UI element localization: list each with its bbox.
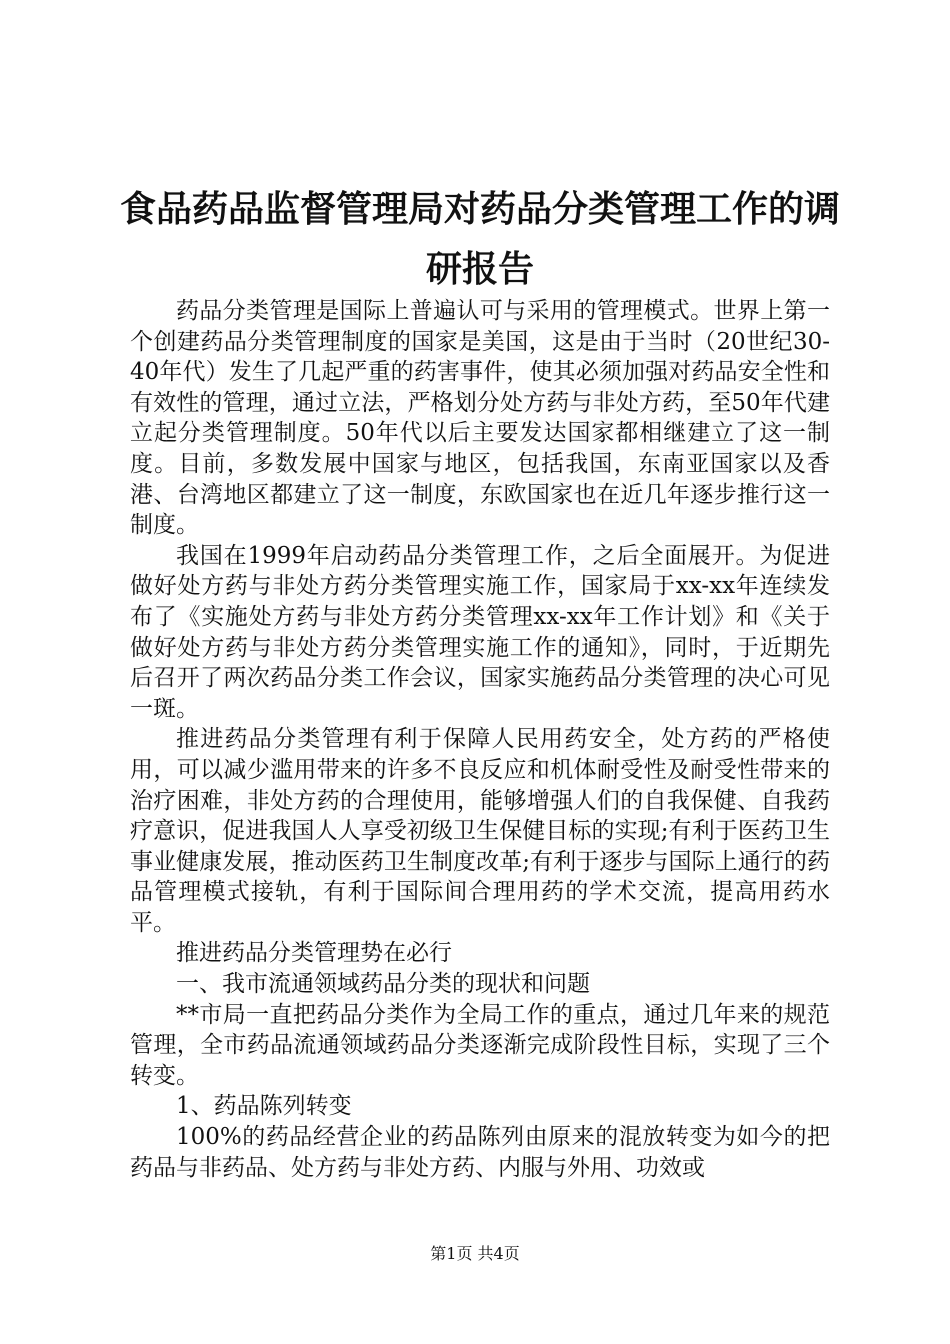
body-paragraph: 我国在1999年启动药品分类管理工作，之后全面展开。为促进做好处方药与非处方药分类管理实施工作，国家局于xx-xx年连续发布了《实施处方药与非处方药分类管理xx-xx年工作计划》和《关于做好处方药与非处方药分类管理实施工作的通知》，同时，于近期先后召开了两次药品分类工作会议，国家实施药品分类管理的决心可见一斑。	[130, 542, 830, 722]
section-heading: 推进药品分类管理势在必行	[176, 940, 452, 967]
subsection-heading: 1、药品陈列转变	[176, 1093, 352, 1120]
section-heading: 一、我市流通领域药品分类的现状和问题	[176, 971, 590, 998]
page-footer: 第1页 共4页	[430, 1244, 520, 1263]
body-paragraph: 推进药品分类管理有利于保障人民用药安全，处方药的严格使用，可以减少滥用带来的许多不良反应和机体耐受性及耐受性带来的治疗困难，非处方药的合理使用，能够增强人们的自我保健、自我药疗意识，促进我国人人享受初级卫生保健目标的实现;有利于医药卫生事业健康发展，推动医药卫生制度改革;有利于逐步与国际上通行的药品管理模式接轨，有利于国际间合理用药的学术交流，提高用药水平。	[130, 726, 830, 936]
body-paragraph: 药品分类管理是国际上普遍认可与采用的管理模式。世界上第一个创建药品分类管理制度的国家是美国，这是由于当时（20世纪30-40年代）发生了几起严重的药害事件，使其必须加强对药品安全性和有效性的管理，通过立法，严格划分处方药与非处方药，至50年代建立起分类管理制度。50年代以后主要发达国家都相继建立了这一制度。目前，多数发展中国家与地区，包括我国，东南亚国家以及香港、台湾地区都建立了这一制度，东欧国家也在近几年逐步推行这一制度。	[130, 298, 830, 539]
body-paragraph: **市局一直把药品分类作为全局工作的重点，通过几年来的规范管理，全市药品流通领域药品分类逐渐完成阶段性目标，实现了三个转变。	[130, 1001, 830, 1089]
document-title-line-1: 食品药品监督管理局对药品分类管理工作的调	[119, 189, 840, 230]
document-title-line-2: 研报告	[425, 249, 534, 290]
document-body	[130, 296, 830, 1183]
body-paragraph: 100%的药品经营企业的药品陈列由原来的混放转变为如今的把药品与非药品、处方药与非处方药、内服与外用、功效或	[130, 1124, 830, 1181]
